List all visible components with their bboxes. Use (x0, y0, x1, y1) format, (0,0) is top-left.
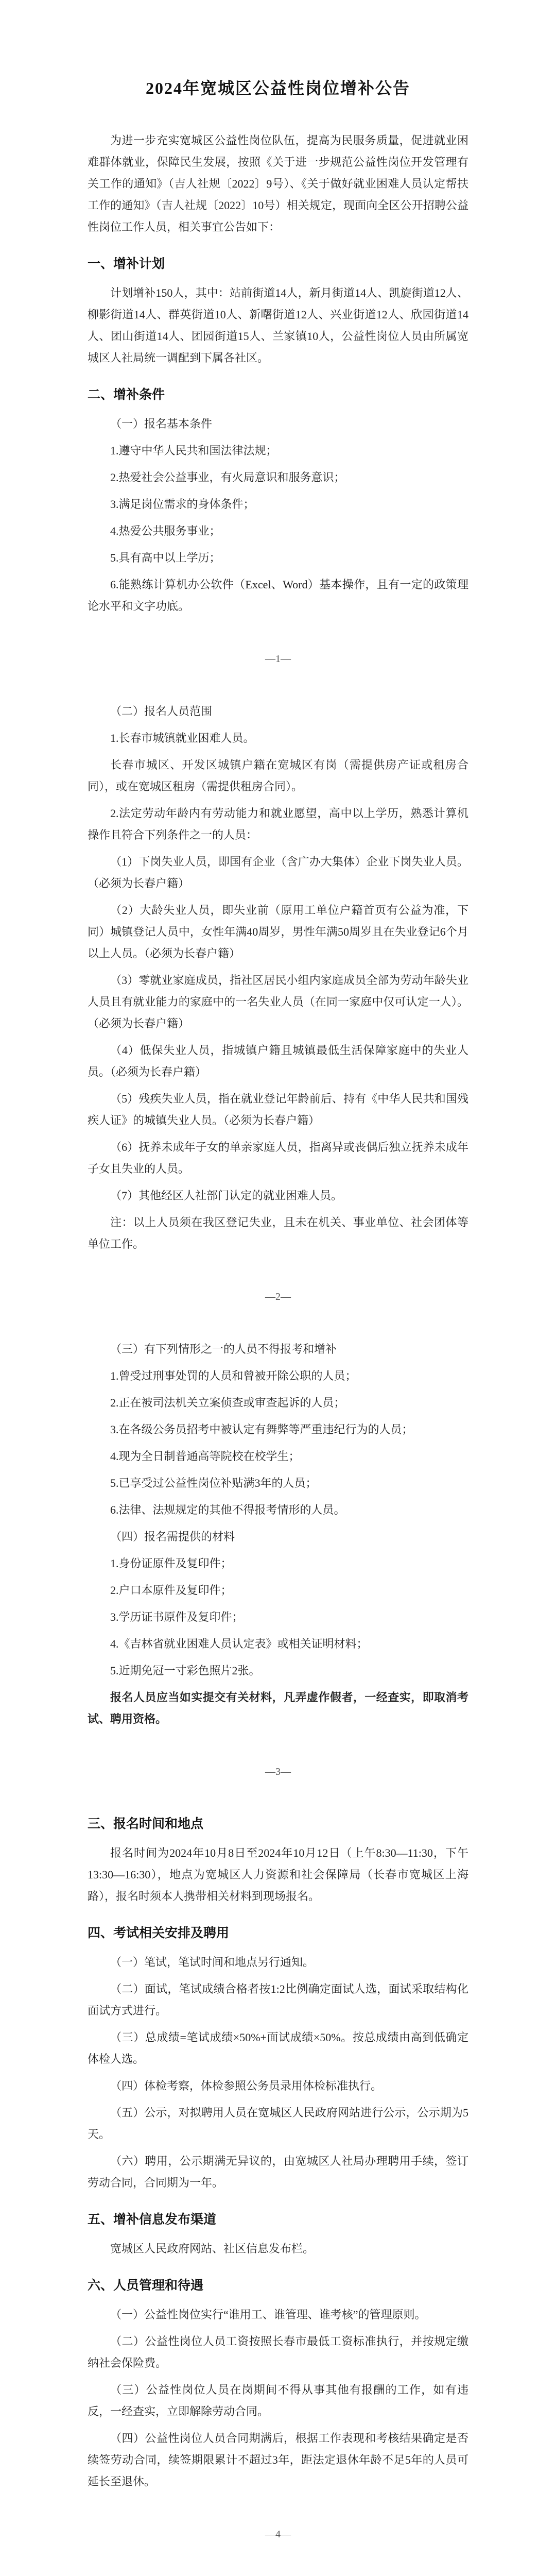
list-item: （三）公益性岗位人员在岗期间不得从事其他有报酬的工作，如有违反，一经查实，立即解除劳动合同。 (88, 2383, 468, 2418)
list-item: （一）公益性岗位实行“谁用工、谁管理、谁考核”的管理原则。 (110, 2308, 426, 2321)
list-item: （二）公益性岗位人员工资按照长春市最低工资标准执行，并按规定缴纳社会保险费。 (88, 2335, 468, 2369)
subsection-heading: （二）报名人员范围 (110, 705, 213, 718)
list-item: （3）零就业家庭成员，指社区居民小组内家庭成员全部为劳动年龄失业人员且有就业能力的家庭中的一名失业人员（在同一家庭中仅可认定一人）。（必须为长春户籍） (88, 974, 468, 1030)
page-number: —2— (265, 1291, 291, 1302)
list-item: （1）下岗失业人员，即国有企业（含广办大集体）企业下岗失业人员。（必须为长春户籍） (88, 855, 468, 890)
list-item: （4）低保失业人员，指城镇户籍且城镇最低生活保障家庭中的失业人员。（必须为长春户籍） (88, 1044, 468, 1078)
list-item: 2.户口本原件及复印件； (110, 1584, 232, 1597)
list-item: （5）残疾失业人员，指在就业登记年龄前后、持有《中华人民共和国残疾人证》的城镇失业人员。（必须为长春户籍） (88, 1092, 468, 1127)
list-item: 2.正在被司法机关立案侦查或审查起诉的人员； (110, 1396, 345, 1409)
section-heading: 二、增补条件 (88, 388, 165, 402)
section-text: 宽城区人民政府网站、社区信息发布栏。 (110, 2242, 315, 2255)
section-heading: 四、考试相关安排及聘用 (88, 1926, 230, 1940)
section-heading: 一、增补计划 (88, 257, 165, 271)
list-item: 6.法律、法规规定的其他不得报考情形的人员。 (110, 1503, 345, 1516)
list-item: 4.《吉林省就业困难人员认定表》或相关证明材料； (110, 1637, 368, 1650)
subsection-heading: （一）报名基本条件 (110, 417, 213, 430)
subsection-heading: （四）报名需提供的材料 (110, 1530, 235, 1543)
list-item: 5.近期免冠一寸彩色照片2张。 (110, 1664, 260, 1677)
warning-text: 报名人员应当如实提交有关材料，凡弄虚作假者，一经查实，即取消考试、聘用资格。 (88, 1691, 468, 1725)
section-text: 计划增补150人，其中：站前街道14人，新月街道14人、凯旋街道12人、柳影街道14人、群英街道10人、新曙街道12人、兴业街道12人、欣园街道14人、团山街道14人、团园街道15人、兰家镇10人，公益性岗位人员由所属宽城区人社局统一调配到下属各社区。 (88, 286, 468, 364)
list-item: （7）其他经区人社部门认定的就业困难人员。 (110, 1189, 343, 1202)
list-item: 1.遵守中华人民共和国法律法规； (110, 444, 277, 457)
list-item: 5.具有高中以上学历； (110, 551, 221, 564)
page-number: —1— (265, 653, 291, 665)
list-item: 6.能熟练计算机办公软件（Excel、Word）基本操作，且有一定的政策理论水平和文字功底。 (88, 578, 468, 613)
list-item: （二）面试，笔试成绩合格者按1:2比例确定面试人选，面试采取结构化面试方式进行。 (88, 1982, 468, 2017)
list-item: 4.现为全日制普通高等院校在校学生； (110, 1450, 300, 1463)
list-item: 2.法定劳动年龄内有劳动能力和就业愿望，高中以上学历，熟悉计算机操作且符合下列条件之一的人员： (88, 807, 468, 841)
page-title: 2024年宽城区公益性岗位增补公告 (145, 79, 410, 97)
list-item: （四）体检考察，体检参照公务员录用体检标准执行。 (110, 2079, 383, 2092)
subsection-heading: （三）有下列情形之一的人员不得报考和增补 (110, 1343, 337, 1355)
list-item: 3.在各级公务员招考中被认定有舞弊等严重违纪行为的人员； (110, 1423, 413, 1436)
list-item: 1.身份证原件及复印件； (110, 1557, 232, 1570)
note-text: 注：以上人员须在我区登记失业，且未在机关、事业单位、社会团体等单位工作。 (88, 1216, 468, 1250)
list-item: （一）笔试，笔试时间和地点另行通知。 (110, 1956, 315, 1969)
list-item: （6）抚养未成年子女的单亲家庭人员，指离异或丧偶后独立抚养未成年子女且失业的人员。 (88, 1141, 468, 1175)
section-heading: 六、人员管理和待遇 (88, 2279, 204, 2293)
list-item: （五）公示，对拟聘用人员在宽城区人民政府网站进行公示，公示期为5天。 (88, 2106, 468, 2141)
section-text: 长春市城区、开发区城镇户籍在宽城区有岗（需提供房产证或租房合同），或在宽城区租房（需提供租房合同）。 (88, 758, 468, 793)
section-text: 报名时间为2024年10月8日至2024年10月12日（上午8:30—11:30，下午13:30—16:30），地点为宽城区人力资源和社会保障局（长春市宽城区上海路），报名时须本人携带相关材料到现场报名。 (88, 1846, 468, 1903)
list-item: （四）公益性岗位人员合同期满后，根据工作表现和考核结果确定是否续签劳动合同，续签期限累计不超过3年，距法定退休年龄不足5年的人员可延长至退休。 (88, 2432, 468, 2488)
page-number: —3— (265, 1766, 291, 1777)
section-heading: 五、增补信息发布渠道 (88, 2213, 217, 2227)
page-number: —4— (265, 2529, 291, 2540)
list-item: 1.曾受过刑事处罚的人员和曾被开除公职的人员； (110, 1369, 357, 1382)
list-item: 3.满足岗位需求的身体条件； (110, 498, 255, 511)
list-item: （三）总成绩=笔试成绩×50%+面试成绩×50%。按总成绩由高到低确定体检人选。 (88, 2031, 468, 2065)
section-heading: 三、报名时间和地点 (88, 1817, 204, 1831)
list-item: 1.长春市城镇就业困难人员。 (110, 732, 255, 744)
list-item: 5.已享受过公益性岗位补贴满3年的人员； (110, 1477, 317, 1489)
list-item: （2）大龄失业人员，即失业前（原用工单位户籍首页有公益为准，下同）城镇登记人员中，女性年满40周岁，男性年满50周岁且在失业登记6个月以上人员。（必须为长春户籍） (88, 904, 468, 960)
intro-paragraph: 为进一步充实宽城区公益性岗位队伍，提高为民服务质量，促进就业困难群体就业，保障民生发展，按照《关于进一步规范公益性岗位开发管理有关工作的通知》（吉人社规〔2022〕9号）、《关于做好就业困难人员认定帮扶工作的通知》（吉人社规〔2022〕10号）相关规定，现面向全区公开招聘公益性岗位工作人员，相关事宜公告如下： (88, 134, 468, 233)
list-item: （六）聘用，公示期满无异议的，由宽城区人社局办理聘用手续，签订劳动合同，合同期为一年。 (88, 2155, 468, 2189)
list-item: 2.热爱社会公益事业，有火局意识和服务意识； (110, 471, 345, 484)
list-item: 4.热爱公共服务事业； (110, 524, 221, 537)
list-item: 3.学历证书原件及复印件； (110, 1611, 244, 1623)
